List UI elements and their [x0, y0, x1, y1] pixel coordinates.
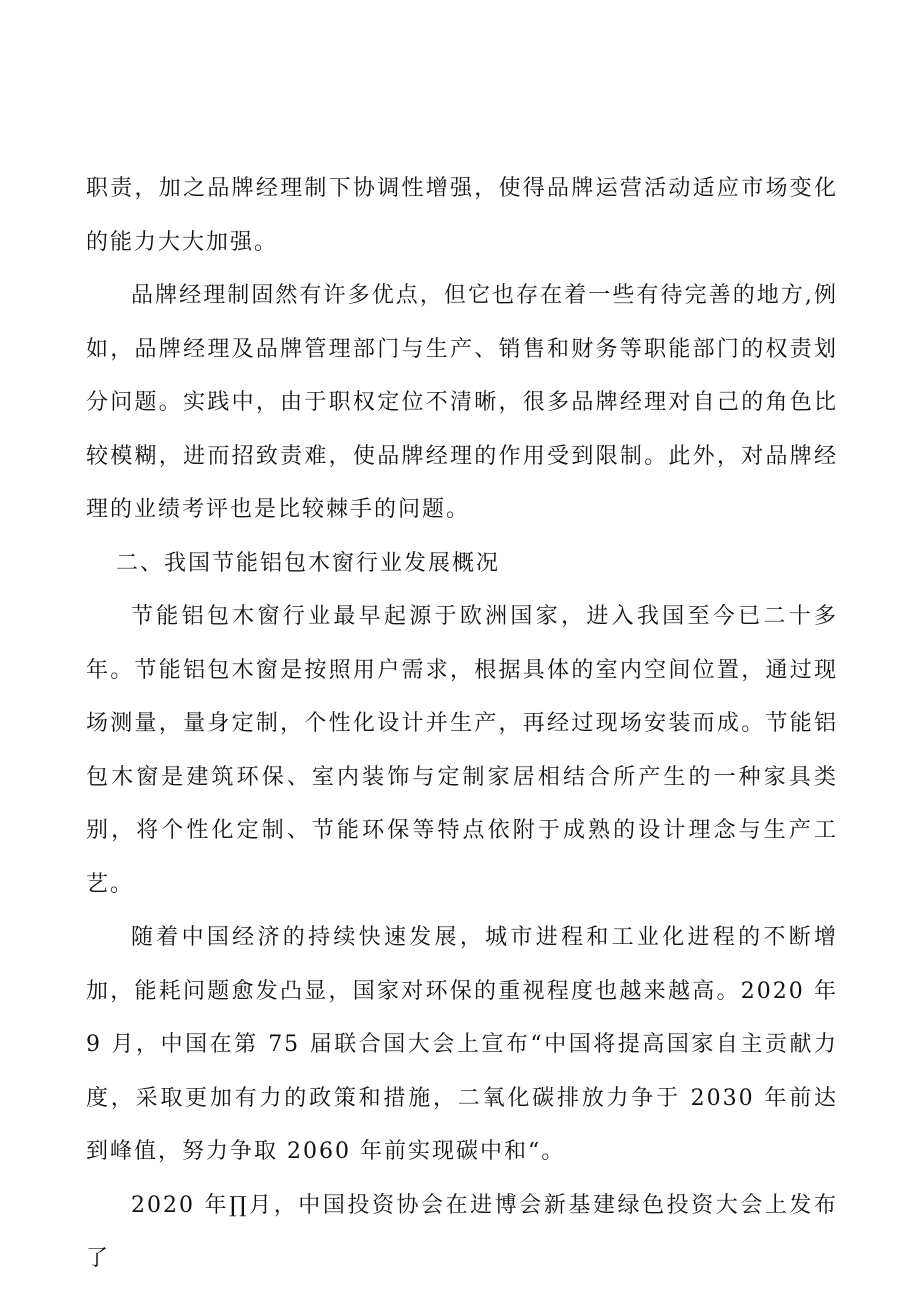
paragraph-investment-association: 2020 年∏月，中国投资协会在进博会新基建绿色投资大会上发布了	[86, 1192, 838, 1271]
paragraph-industry-origin: 节能铝包木窗行业最早起源于欧洲国家，进入我国至今已二十多年。节能铝包木窗是按照用户需求，根据具体的室内空间位置，通过现场测量，量身定制，个性化设计并生产，再经过现场安装而成。节能铝包木窗是建筑环保、室内装饰与定制家居相结合所产生的一种家具类别，将个性化定制、节能环保等特点依附于成熟的设计理念与生产工艺。	[86, 604, 838, 897]
paragraph-continuation: 职责，加之品牌经理制下协调性增强，使得品牌运营活动适应市场变化的能力大大加强。	[86, 176, 838, 255]
paragraph-brand-manager-issues: 品牌经理制固然有许多优点，但它也存在着一些有待完善的地方,例如，品牌经理及品牌管理部门与生产、销售和财务等职能部门的权责划分问题。实践中，由于职权定位不清晰，很多品牌经理对自己的角色比较模糊，进而招致责难，使品牌经理的作用受到限制。此外，对品牌经理的业绩考评也是比较棘手的问题。	[86, 283, 838, 522]
paragraph-carbon-goals: 随着中国经济的持续快速发展，城市进程和工业化进程的不断增加，能耗问题愈发凸显，国家对环保的重视程度也越来越高。2020 年 9 月，中国在第 75 届联合国大会上宣布“中国将提高国家自主贡献力度，采取更加有力的政策和措施，二氧化碳排放力争于 2030 年前达到峰值，努力争取 2060 年前实现碳中和“。	[86, 925, 838, 1164]
section-heading: 二、我国节能铝包木窗行业发展概况	[116, 550, 501, 576]
document-body	[86, 162, 838, 1286]
